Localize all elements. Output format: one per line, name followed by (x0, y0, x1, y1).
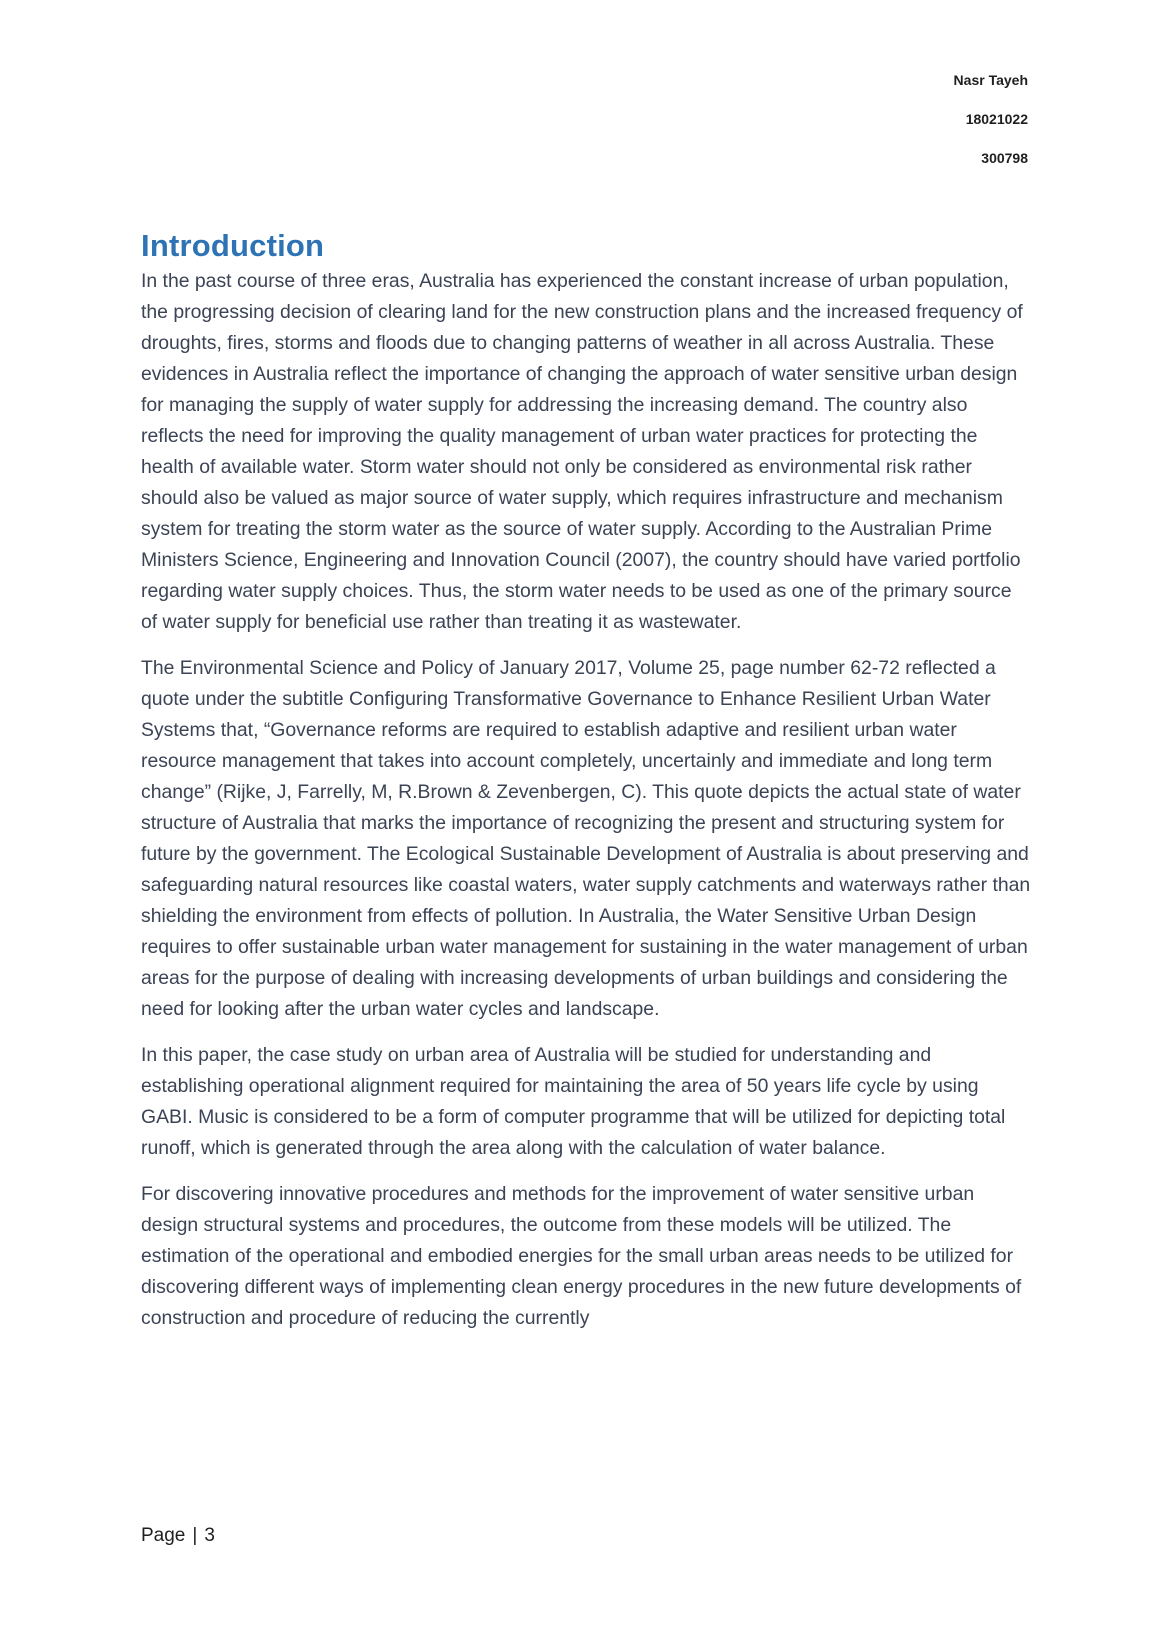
author-name: Nasr Tayeh (953, 72, 1028, 88)
document-body (141, 226, 1031, 1349)
paragraph-1: In the past course of three eras, Australia has experienced the constant increase of urban population, the progressing decision of clearing land for the new construction plans and the increased frequency of droughts, fires, storms and floods due to changing patterns of weather in all across Australia. These evidences in Australia reflect the importance of changing the approach of water sensitive urban design for managing the supply of water supply for addressing the increasing demand. The country also reflects the need for improving the quality management of urban water practices for protecting the health of available water. Storm water should not only be considered as environmental risk rather should also be valued as major source of water supply, which requires infrastructure and mechanism system for treating the storm water as the source of water supply. According to the Australian Prime Ministers Science, Engineering and Innovation Council (2007), the country should have varied portfolio regarding water supply choices. Thus, the storm water needs to be used as one of the primary source of water supply for beneficial use rather than treating it as wastewater. (141, 270, 1023, 633)
author-header (954, 70, 1028, 187)
paragraph-2: The Environmental Science and Policy of January 2017, Volume 25, page number 62-72 reflected a quote under the subtitle Configuring Transformative Governance to Enhance Resilient Urban Water Systems that, “Governance reforms are required to establish adaptive and resilient urban water resource management that takes into account completely, uncertainly and immediate and long term change” (Rijke, J, Farrelly, M, R.Brown & Zevenbergen, C). This quote depicts the actual state of water structure of Australia that marks the importance of recognizing the present and structuring system for future by the government. The Ecological Sustainable Development of Australia is about preserving and safeguarding natural resources like coastal waters, water supply catchments and waterways rather than shielding the environment from effects of pollution. In Australia, the Water Sensitive Urban Design requires to offer sustainable urban water management for sustaining in the water management of urban areas for the purpose of dealing with increasing developments of urban buildings and considering the need for looking after the urban water cycles and landscape. (141, 657, 1031, 1020)
page-separator: | (192, 1525, 198, 1546)
page-number: 3 (204, 1525, 215, 1546)
page-footer (141, 1525, 215, 1547)
paragraph-4: For discovering innovative procedures and methods for the improvement of water sensitive urban design structural systems and procedures, the outcome from these models will be utilized. The estimation of the operational and embodied energies for the small urban areas needs to be utilized for discovering different ways of implementing clean energy procedures in the new future developments of construction and procedure of reducing the currently (141, 1183, 1022, 1329)
page-label: Page (141, 1525, 186, 1546)
student-id: 18021022 (965, 111, 1028, 127)
unit-code: 300798 (981, 150, 1028, 166)
section-heading: Introduction (141, 228, 325, 263)
paragraph-3: In this paper, the case study on urban area of Australia will be studied for understanding and establishing operational alignment required for maintaining the area of 50 years life cycle by using GABI. Music is considered to be a form of computer programme that will be utilized for depicting total runoff, which is generated through the area along with the calculation of water balance. (141, 1044, 1006, 1159)
